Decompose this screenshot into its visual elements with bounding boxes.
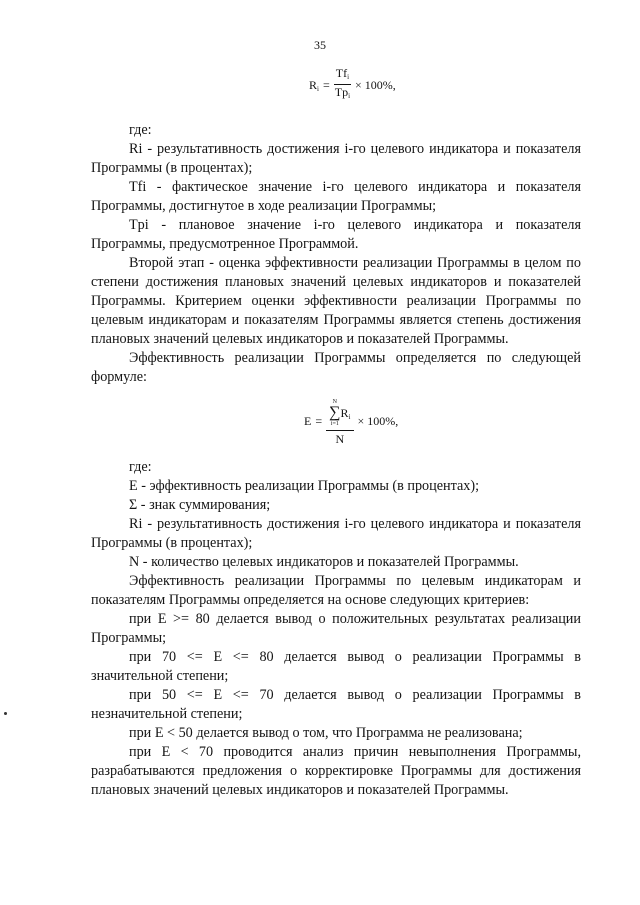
text-block-1 <box>91 121 581 387</box>
formula1-fraction <box>334 66 351 104</box>
formula2-denominator: N <box>335 432 345 446</box>
summation-symbol: N ∑ i=1 <box>329 399 341 427</box>
formula2-numerator <box>326 396 353 431</box>
paragraph: Ri - результативность достижения i-го целевого индикатора и показателя Программы (в процентах); <box>91 141 581 176</box>
paragraph: N - количество целевых индикаторов и показателей Программы. <box>129 554 519 570</box>
paragraph: Второй этап - оценка эффективности реализации Программы в целом по степени достижения плановых значений целевых индикаторов и показателей Программы. Критерием оценки эффективности реализации Программы по целевым индикаторам и показателям Программы является степень достижения плановых значений целевых индикаторов и показателей Программы. <box>91 255 581 347</box>
formula-effectiveness-indicator <box>309 66 396 104</box>
paragraph: где: <box>129 122 152 138</box>
paragraph: где: <box>129 459 152 475</box>
paragraph: Ri - результативность достижения i-го целевого индикатора и показателя Программы (в процентах); <box>91 516 581 551</box>
page-number: 35 <box>314 38 326 52</box>
paragraph: при E < 70 проводится анализ причин невыполнения Программы, разрабатываются предложения о корректировке Программы для достижения плановых значений целевых индикаторов и показателей Программы. <box>91 744 581 798</box>
paragraph: Tpi - плановое значение i-го целевого индикатора и показателя Программы, предусмотренное Программой. <box>91 217 581 252</box>
paragraph: Σ - знак суммирования; <box>129 497 271 513</box>
formula-program-effectiveness <box>304 396 398 447</box>
paragraph: при E < 50 делается вывод о том, что Программа не реализована; <box>129 725 523 741</box>
formula2-multiplier: × 100%, <box>357 414 399 428</box>
paragraph: Tfi - фактическое значение i-го целевого индикатора и показателя Программы, достигнутое в ходе реализации Программы; <box>91 179 581 214</box>
paragraph: при E >= 80 делается вывод о положительных результатах реализации Программы; <box>91 611 581 646</box>
paragraph: E - эффективность реализации Программы (в процентах); <box>129 478 480 494</box>
formula2-fraction <box>326 396 353 447</box>
formula1-denominator: $Tp_i$ <box>334 85 351 100</box>
formula2-term: $R_i$ <box>340 405 351 421</box>
paragraph: при 70 <= E <= 80 делается вывод о реализации Программы в значительной степени; <box>91 649 581 684</box>
paragraph: при 50 <= E <= 70 делается вывод о реализации Программы в незначительной степени; <box>91 687 581 722</box>
text-block-2 <box>91 458 581 800</box>
paragraph: Эффективность реализации Программы определяется по следующей формуле: <box>91 350 581 385</box>
formula1-numerator: $Tf_i$ <box>334 66 351 85</box>
formula2-lhs: E <box>304 414 312 428</box>
paragraph: Эффективность реализации Программы по целевым индикаторам и показателям Программы определяется на основе следующих критериев: <box>91 573 581 608</box>
formula2-equals: = <box>315 414 323 428</box>
formula1-lhs: $R_i$ <box>309 77 319 93</box>
formula1-multiplier: × 100%, <box>355 77 396 92</box>
scan-mark <box>4 712 7 715</box>
formula1-equals: = <box>322 77 330 92</box>
